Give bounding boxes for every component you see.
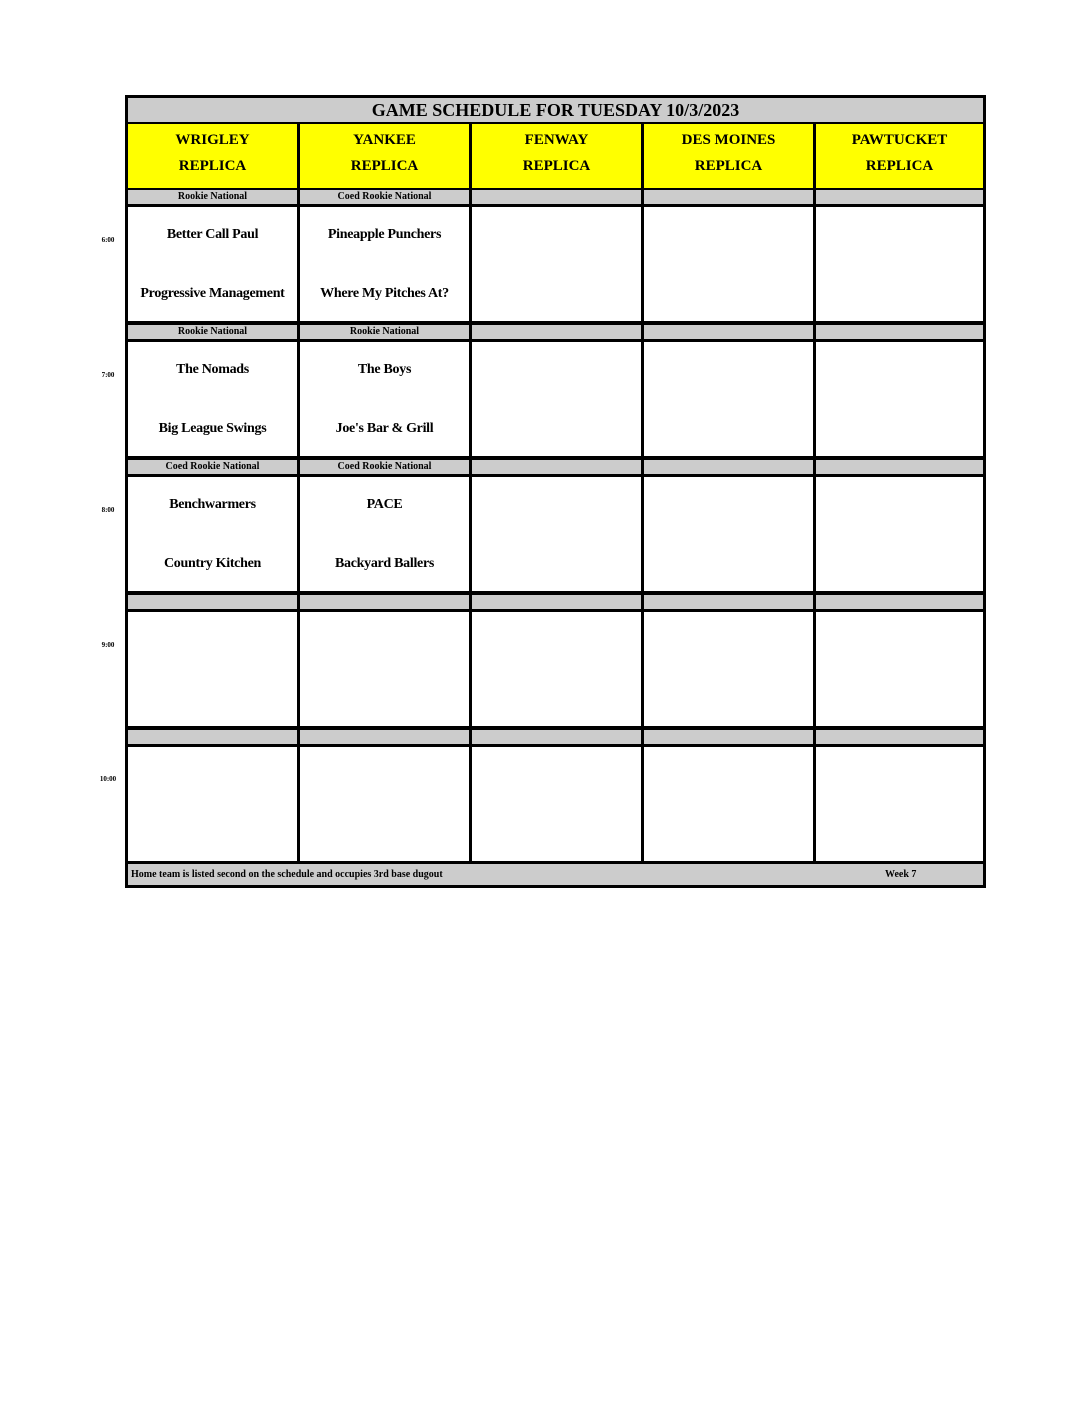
division-label: Coed Rookie National (300, 190, 469, 204)
week-label: Week 7 (885, 869, 917, 880)
time-slot-label: 9:00 (101, 641, 115, 649)
division-label (644, 460, 813, 474)
field-name: DES MOINES (681, 132, 776, 148)
game-cell (300, 342, 469, 456)
home-team: Joe's Bar & Grill (335, 421, 434, 436)
game-cell (128, 747, 297, 861)
time-slot-label: 6:00 (101, 236, 115, 244)
game-cell (300, 747, 469, 861)
schedule-footer (128, 864, 983, 885)
game-cell (644, 477, 813, 591)
away-team: Benchwarmers (169, 497, 256, 512)
game-cell (128, 612, 297, 726)
game-cell (816, 612, 983, 726)
division-label: Rookie National (128, 325, 297, 339)
division-label (816, 325, 983, 339)
field-name: PAWTUCKET (851, 132, 948, 148)
division-label: Rookie National (128, 190, 297, 204)
game-cell (816, 342, 983, 456)
field-header-yankee (300, 124, 469, 188)
home-team: Where My Pitches At? (320, 286, 449, 301)
division-label (472, 190, 641, 204)
division-label: Rookie National (300, 325, 469, 339)
home-team: Progressive Management (140, 286, 285, 301)
division-label: Coed Rookie National (300, 460, 469, 474)
schedule-sheet (125, 95, 986, 888)
division-label (472, 730, 641, 744)
game-cell (472, 342, 641, 456)
game-cell (816, 747, 983, 861)
home-team: Country Kitchen (163, 556, 261, 571)
field-name: YANKEE (353, 132, 416, 148)
home-team: Backyard Ballers (334, 556, 435, 571)
division-label (816, 595, 983, 609)
division-label (300, 595, 469, 609)
field-header-des-moines (644, 124, 813, 188)
field-header-fenway (472, 124, 641, 188)
field-subtitle: REPLICA (865, 158, 934, 174)
game-cell (472, 612, 641, 726)
division-label (644, 730, 813, 744)
division-label (300, 730, 469, 744)
time-slot-label: 8:00 (101, 506, 115, 514)
field-subtitle: REPLICA (178, 158, 247, 174)
game-cell (644, 207, 813, 321)
division-label: Coed Rookie National (128, 460, 297, 474)
game-cell (300, 207, 469, 321)
division-label (816, 730, 983, 744)
division-label (128, 730, 297, 744)
game-cell (644, 342, 813, 456)
field-name: FENWAY (524, 132, 589, 148)
game-cell (472, 747, 641, 861)
division-label (472, 460, 641, 474)
game-cell (472, 207, 641, 321)
field-subtitle: REPLICA (694, 158, 763, 174)
division-label (128, 595, 297, 609)
game-cell (128, 477, 297, 591)
division-label (644, 325, 813, 339)
time-slot-label: 7:00 (101, 371, 115, 379)
division-label (472, 595, 641, 609)
division-label (644, 190, 813, 204)
game-cell (816, 207, 983, 321)
game-cell (472, 477, 641, 591)
schedule-title: GAME SCHEDULE FOR TUESDAY 10/3/2023 (128, 98, 983, 122)
game-cell (128, 207, 297, 321)
away-team: Pineapple Punchers (327, 227, 442, 242)
division-label (816, 460, 983, 474)
game-cell (300, 612, 469, 726)
field-header-wrigley (128, 124, 297, 188)
home-team: Big League Swings (158, 421, 267, 436)
field-header-pawtucket (816, 124, 983, 188)
home-team-note: Home team is listed second on the schedule and occupies 3rd base dugout (131, 869, 443, 880)
time-slot-label: 10:00 (99, 775, 117, 783)
division-label (644, 595, 813, 609)
game-cell (644, 612, 813, 726)
away-team: The Boys (357, 362, 412, 377)
division-label (472, 325, 641, 339)
away-team: Better Call Paul (166, 227, 259, 242)
game-cell (816, 477, 983, 591)
field-subtitle: REPLICA (522, 158, 591, 174)
game-cell (300, 477, 469, 591)
division-label (816, 190, 983, 204)
field-name: WRIGLEY (175, 132, 250, 148)
game-cell (128, 342, 297, 456)
field-subtitle: REPLICA (350, 158, 419, 174)
away-team: The Nomads (176, 362, 249, 377)
game-cell (644, 747, 813, 861)
away-team: PACE (366, 497, 403, 512)
